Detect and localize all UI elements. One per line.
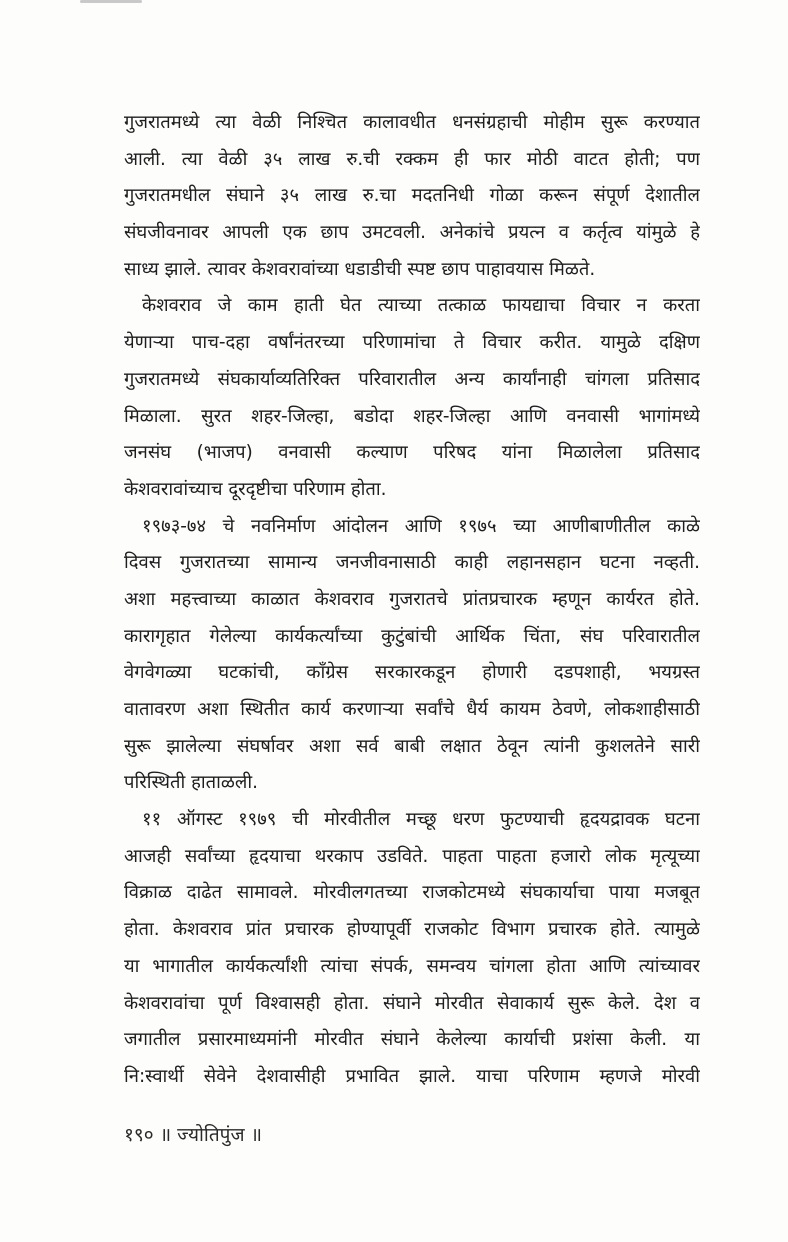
text-line: आली. त्या वेळी ३५ लाख रु.ची रक्कम ही फार मोठी वाटत होती; पण	[124, 148, 700, 170]
text-line: जगातील प्रसारमाध्यमांनी मोरवीत संघाने केलेल्या कार्याची प्रशंसा केली. या	[124, 1029, 700, 1051]
text-line: वेगवेगळ्या घटकांची, काँग्रेस सरकारकडून होणारी दडपशाही, भयग्रस्त	[124, 662, 700, 684]
text-line: मिळाला. सुरत शहर-जिल्हा, बडोदा शहर-जिल्हा आणि वनवासी भागांमध्ये	[124, 405, 700, 427]
paragraph-3	[124, 509, 700, 803]
text-line: वातावरण अशा स्थितीत कार्य करणाऱ्या सर्वांचे धैर्य कायम ठेवणे, लोकशाहीसाठी	[124, 699, 700, 720]
text-line: जनसंघ (भाजप) वनवासी कल्याण परिषद यांना मिळालेला प्रतिसाद	[124, 442, 700, 464]
text-line: संघजीवनावर आपली एक छाप उमटवली. अनेकांचे प्रयत्न व कर्तृत्व यांमुळे हे	[124, 222, 700, 244]
book-title: ॥ ज्योतिपुंज ॥	[159, 1124, 262, 1146]
text-line: केशवराव जे काम हाती घेत त्याच्या तत्काळ फायद्याचा विचार न करता	[142, 295, 700, 317]
text-line: १९७३-७४ चे नवनिर्माण आंदोलन आणि १९७५ च्या आणीबाणीतील काळे	[142, 515, 700, 537]
text-line: ११ ऑगस्ट १९७९ ची मोरवीतील मच्छू धरण फुटण्याची हृदयद्रावक घटना	[142, 809, 700, 831]
text-line: होता. केशवराव प्रांत प्रचारक होण्यापूर्वी राजकोट विभाग प्रचारक होते. त्यामुळे	[124, 919, 700, 941]
text-line: कारागृहात गेलेल्या कार्यकर्त्यांच्या कुटुंबांची आर्थिक चिंता, संघ परिवारातील	[124, 625, 700, 647]
text-line: केशवरावांच्याच दूरदृष्टीचा परिणाम होता.	[124, 478, 387, 500]
text-line: अशा महत्त्वाच्या काळात केशवराव गुजरातचे प्रांतप्रचारक म्हणून कार्यरत होते.	[124, 588, 700, 610]
page-footer	[124, 1118, 262, 1152]
text-line: विक्राळ दाढेत सामावले. मोरवीलगतच्या राजकोटमध्ये संघकार्याचा पाया मजबूत	[124, 882, 700, 904]
page-number: १९०	[124, 1124, 154, 1146]
text-line: परिस्थिती हाताळली.	[124, 772, 258, 794]
text-line: गुजरातमध्ये संघकार्याव्यतिरिक्त परिवारातील अन्य कार्यांनाही चांगला प्रतिसाद	[124, 368, 700, 390]
paragraph-4	[124, 802, 700, 1096]
text-line: केशवरावांचा पूर्ण विश्वासही होता. संघाने मोरवीत सेवाकार्य सुरू केले. देश व	[124, 992, 700, 1014]
scan-smudge	[80, 0, 142, 3]
paragraph-1	[124, 105, 700, 288]
text-line: येणाऱ्या पाच-दहा वर्षांनंतरच्या परिणामांचा ते विचार करीत. यामुळे दक्षिण	[124, 332, 700, 354]
text-line: सुरू झालेल्या संघर्षावर अशा सर्व बाबी लक्षात ठेवून त्यांनी कुशलतेने सारी	[124, 735, 700, 757]
paragraph-2	[124, 288, 700, 508]
text-line: गुजरातमध्ये त्या वेळी निश्चित कालावधीत धनसंग्रहाची मोहीम सुरू करण्यात	[124, 112, 700, 133]
text-line: दिवस गुजरातच्या सामान्य जनजीवनासाठी काही लहानसहान घटना नव्हती.	[124, 552, 700, 574]
text-line: नि:स्वार्थी सेवेने देशवासीही प्रभावित झाले. याचा परिणाम म्हणजे मोरवी	[124, 1065, 700, 1087]
text-line: आजही सर्वांच्या हृदयाचा थरकाप उडविते. पाहता पाहता हजारो लोक मृत्यूच्या	[124, 845, 700, 867]
text-line: गुजरातमधील संघाने ३५ लाख रु.चा मदतनिधी गोळा करून संपूर्ण देशातील	[124, 185, 700, 207]
body-text	[124, 105, 700, 1096]
text-line: या भागातील कार्यकर्त्यांशी त्यांचा संपर्क, समन्वय चांगला होता आणि त्यांच्यावर	[124, 955, 700, 977]
text-line: साध्य झाले. त्यावर केशवरावांच्या धडाडीची स्पष्ट छाप पाहावयास मिळते.	[124, 258, 596, 280]
